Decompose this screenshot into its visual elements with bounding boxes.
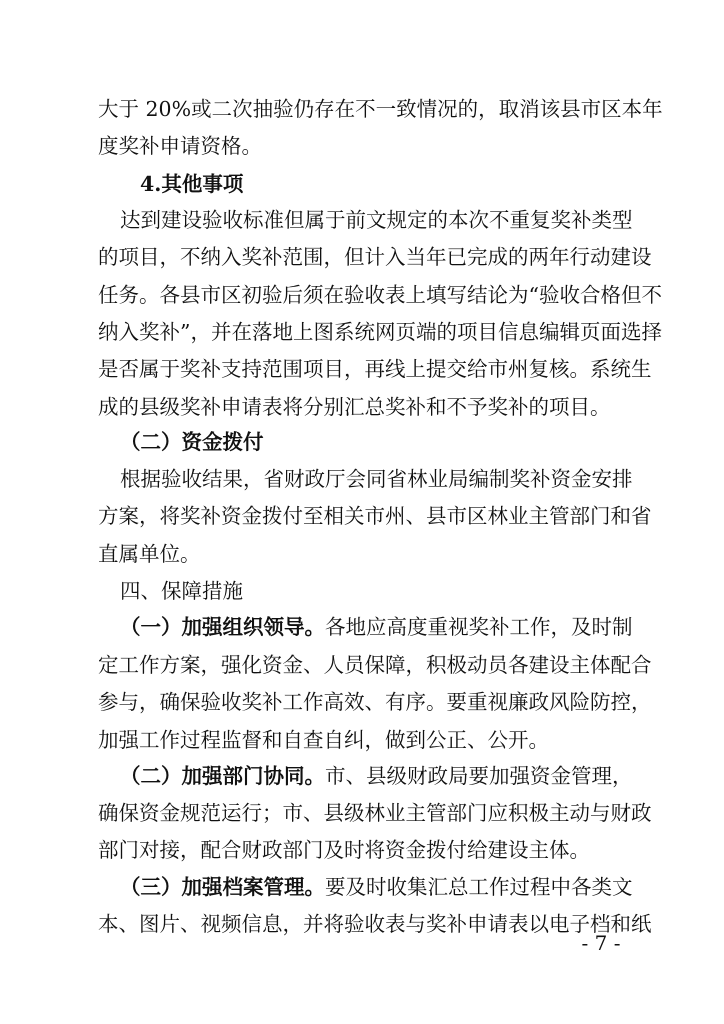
paragraph-line: 方案，将奖补资金拨付至相关市州、县市区林业主管部门和省 — [98, 504, 652, 528]
section-heading: 4.其他事项 — [140, 172, 244, 196]
paragraph-line: 是否属于奖补支持范围项目，再线上提交给市州复核。系统生 — [98, 357, 652, 381]
paragraph-line: 的项目，不纳入奖补范围，但计入当年已完成的两年行动建设 — [98, 245, 652, 269]
paragraph-line — [120, 611, 633, 643]
paragraph-line — [120, 760, 633, 792]
paragraph-line: 定工作方案，强化资金、人员保障，积极动员各建设主体配合 — [98, 653, 652, 677]
paragraph-line: 加强工作过程监督和自查自纠，做到公正、公开。 — [98, 728, 549, 752]
paragraph-line: 大于 20%或二次抽验仍存在不一致情况的，取消该县市区本年 — [98, 97, 663, 121]
inline-text: 市、县级财政局要加强资金管理， — [325, 764, 633, 788]
paragraph-line: 参与，确保验收奖补工作高效、有序。要重视廉政风险防控， — [98, 690, 652, 714]
inline-heading: （一）加强组织领导。 — [120, 615, 325, 639]
section-heading: （二）资金拨付 — [120, 430, 264, 454]
chapter-heading: 四、保障措施 — [120, 579, 243, 603]
inline-text: 各地应高度重视奖补工作，及时制 — [325, 615, 633, 639]
inline-heading: （二）加强部门协同。 — [120, 764, 325, 788]
paragraph-line: 直属单位。 — [98, 542, 201, 566]
paragraph-line: 纳入奖补”，并在落地上图系统网页端的项目信息编辑页面选择 — [98, 320, 662, 344]
paragraph-line: 度奖补申请资格。 — [98, 134, 262, 158]
paragraph-line: 任务。各县市区初验后须在验收表上填写结论为“验收合格但不 — [98, 283, 662, 307]
page-number: - 7 - — [581, 931, 621, 955]
inline-text: 要及时收集汇总工作过程中各类文 — [325, 875, 633, 899]
paragraph-line: 根据验收结果，省财政厅会同省林业局编制奖补资金安排 — [120, 467, 633, 491]
paragraph-line — [120, 871, 633, 903]
paragraph-line: 成的县级奖补申请表将分别汇总奖补和不予奖补的项目。 — [98, 395, 611, 419]
paragraph-line: 确保资金规范运行；市、县级林业主管部门应积极主动与财政 — [98, 801, 652, 825]
paragraph-line: 达到建设验收标准但属于前文规定的本次不重复奖补类型 — [120, 208, 633, 232]
paragraph-line: 部门对接，配合财政部门及时将资金拨付给建设主体。 — [98, 838, 590, 862]
inline-heading: （三）加强档案管理。 — [120, 875, 325, 899]
paragraph-line: 本、图片、视频信息，并将验收表与奖补申请表以电子档和纸 — [98, 912, 652, 936]
